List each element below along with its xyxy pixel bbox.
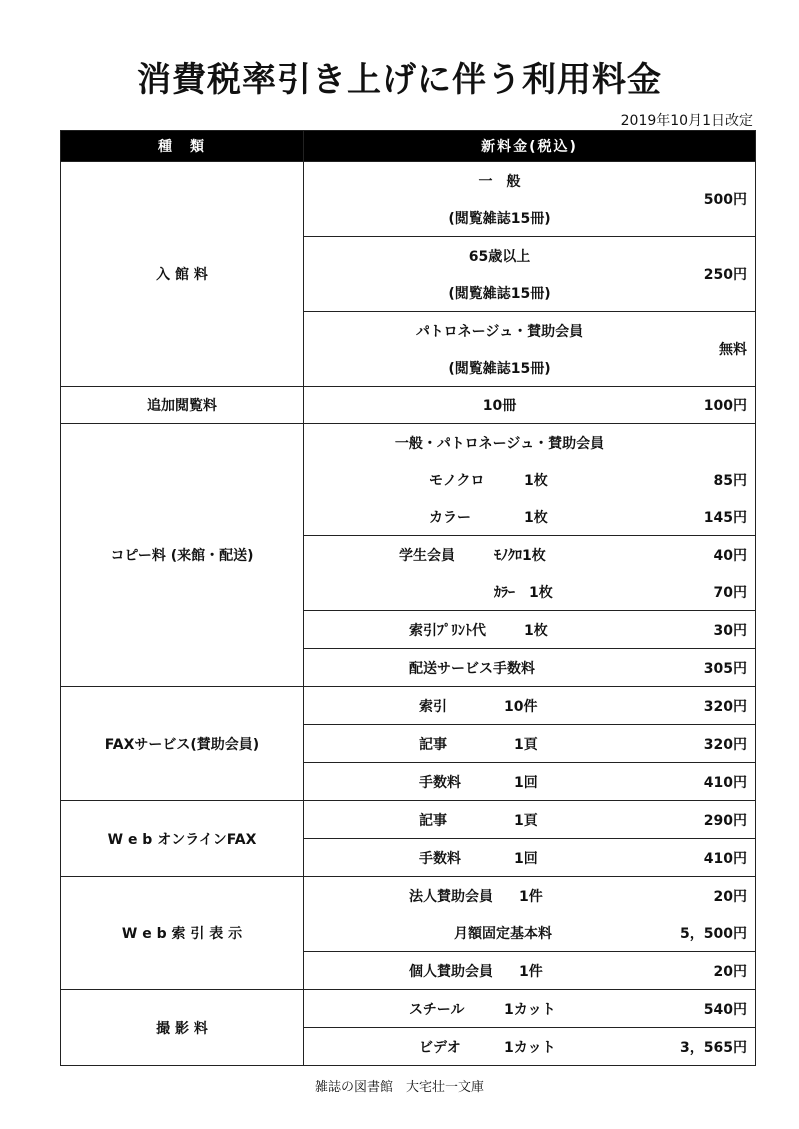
item-price: 145円 — [703, 509, 747, 526]
fee-cell — [304, 237, 756, 312]
fee-cell — [304, 839, 756, 877]
item-group-head: 一般・パトロネージュ・賛助会員 — [394, 435, 605, 452]
category-web-fax: W e b オンラインFAX — [61, 801, 304, 877]
item-price: 250円 — [703, 267, 747, 283]
item-note: (閲覧雑誌15冊) — [448, 285, 551, 302]
item-name: 手数料 — [419, 774, 461, 791]
item-price: 305円 — [703, 660, 747, 677]
category-copy: コピー料 (来館・配送) — [61, 424, 304, 687]
footer-library-name: 雑誌の図書館 大宅壮一文庫 — [314, 1080, 484, 1095]
item-unit: 1枚 — [524, 622, 548, 639]
item-unit: 1頁 — [514, 736, 538, 753]
item-price: 70円 — [713, 584, 747, 601]
item-price: 410円 — [703, 774, 747, 791]
item-price: 無料 — [719, 342, 747, 358]
fee-cell — [304, 801, 756, 839]
fee-cell — [304, 1028, 756, 1066]
item-name: ｶﾗｰ 1枚 — [494, 584, 553, 601]
item-name: 配送サービス手数料 — [409, 660, 535, 677]
item-price: 40円 — [713, 547, 747, 564]
item-unit: 1件 — [519, 888, 543, 905]
fee-cell — [304, 424, 756, 536]
fee-cell — [304, 649, 756, 687]
item-unit: 1回 — [514, 774, 538, 791]
header-type: 種 類 — [61, 131, 304, 162]
item-name: ビデオ — [419, 1039, 461, 1056]
item-unit: 1回 — [514, 850, 538, 867]
table-row — [61, 990, 756, 1028]
item-name: カラー — [429, 509, 471, 526]
fee-cell — [304, 312, 756, 387]
item-name: パトロネージュ・賛助会員 — [415, 323, 584, 340]
item-name: 記事 — [419, 812, 447, 829]
fee-cell — [304, 725, 756, 763]
item-name: モノクロ — [429, 472, 485, 489]
item-name: 索引ﾌﾟﾘﾝﾄ代 — [409, 622, 486, 639]
item-name: ﾓﾉｸﾛ1枚 — [494, 547, 546, 564]
item-note: (閲覧雑誌15冊) — [448, 210, 551, 227]
category-admission: 入 館 料 — [61, 162, 304, 387]
item-name: 法人賛助会員 — [409, 888, 493, 905]
table-row — [61, 162, 756, 237]
fee-cell — [304, 536, 756, 611]
revision-date: 2019年10月1日改定 — [620, 113, 753, 129]
item-unit: 1枚 — [524, 472, 548, 489]
item-unit: 1カット — [504, 1039, 556, 1056]
item-unit: 1件 — [519, 963, 543, 980]
fee-cell — [304, 952, 756, 990]
fee-cell — [304, 162, 756, 237]
item-price: 30円 — [713, 622, 747, 639]
category-extra: 追加閲覧料 — [61, 387, 304, 424]
table-row — [61, 801, 756, 839]
fee-cell — [304, 877, 756, 952]
item-price: 410円 — [703, 850, 747, 867]
item-unit: 1カット — [504, 1001, 556, 1018]
item-price: 5，500円 — [680, 925, 747, 942]
item-price: 20円 — [713, 888, 747, 905]
item-name: スチール — [409, 1001, 465, 1018]
fee-cell — [304, 611, 756, 649]
item-price: 290円 — [703, 812, 747, 829]
fee-cell — [304, 387, 756, 424]
item-price: 20円 — [713, 963, 747, 980]
table-row — [61, 877, 756, 952]
table-row — [61, 424, 756, 536]
item-name: 月額固定基本料 — [454, 925, 552, 942]
item-price: 500円 — [703, 192, 747, 208]
category-photo: 撮 影 料 — [61, 990, 304, 1066]
item-unit: 1枚 — [524, 509, 548, 526]
header-fee: 新料金(税込) — [304, 131, 756, 162]
item-price: 85円 — [713, 472, 747, 489]
item-name: 65歳以上 — [468, 248, 531, 265]
item-unit: 10件 — [504, 698, 538, 715]
fee-table — [60, 130, 756, 1066]
item-name: 手数料 — [419, 850, 461, 867]
item-price: 3，565円 — [680, 1039, 747, 1056]
table-row — [61, 687, 756, 725]
item-name: 索引 — [419, 698, 447, 715]
fee-cell — [304, 687, 756, 725]
category-web-index: W e b 索 引 表 示 — [61, 877, 304, 990]
item-price: 100円 — [703, 398, 747, 414]
fee-cell — [304, 990, 756, 1028]
item-unit: 10冊 — [482, 398, 517, 414]
table-row — [61, 387, 756, 424]
item-name: 記事 — [419, 736, 447, 753]
item-price: 320円 — [703, 736, 747, 753]
fee-cell — [304, 763, 756, 801]
category-fax: FAXサービス(賛助会員) — [61, 687, 304, 801]
item-unit: 1頁 — [514, 812, 538, 829]
item-note: (閲覧雑誌15冊) — [448, 360, 551, 377]
item-group-head: 学生会員 — [399, 547, 455, 564]
item-price: 540円 — [703, 1001, 747, 1018]
page-title: 消費税率引き上げに伴う利用料金 — [137, 60, 662, 100]
item-name: 一 般 — [478, 173, 521, 190]
item-price: 320円 — [703, 698, 747, 715]
item-name: 個人賛助会員 — [409, 963, 493, 980]
table-header-row — [61, 131, 756, 162]
